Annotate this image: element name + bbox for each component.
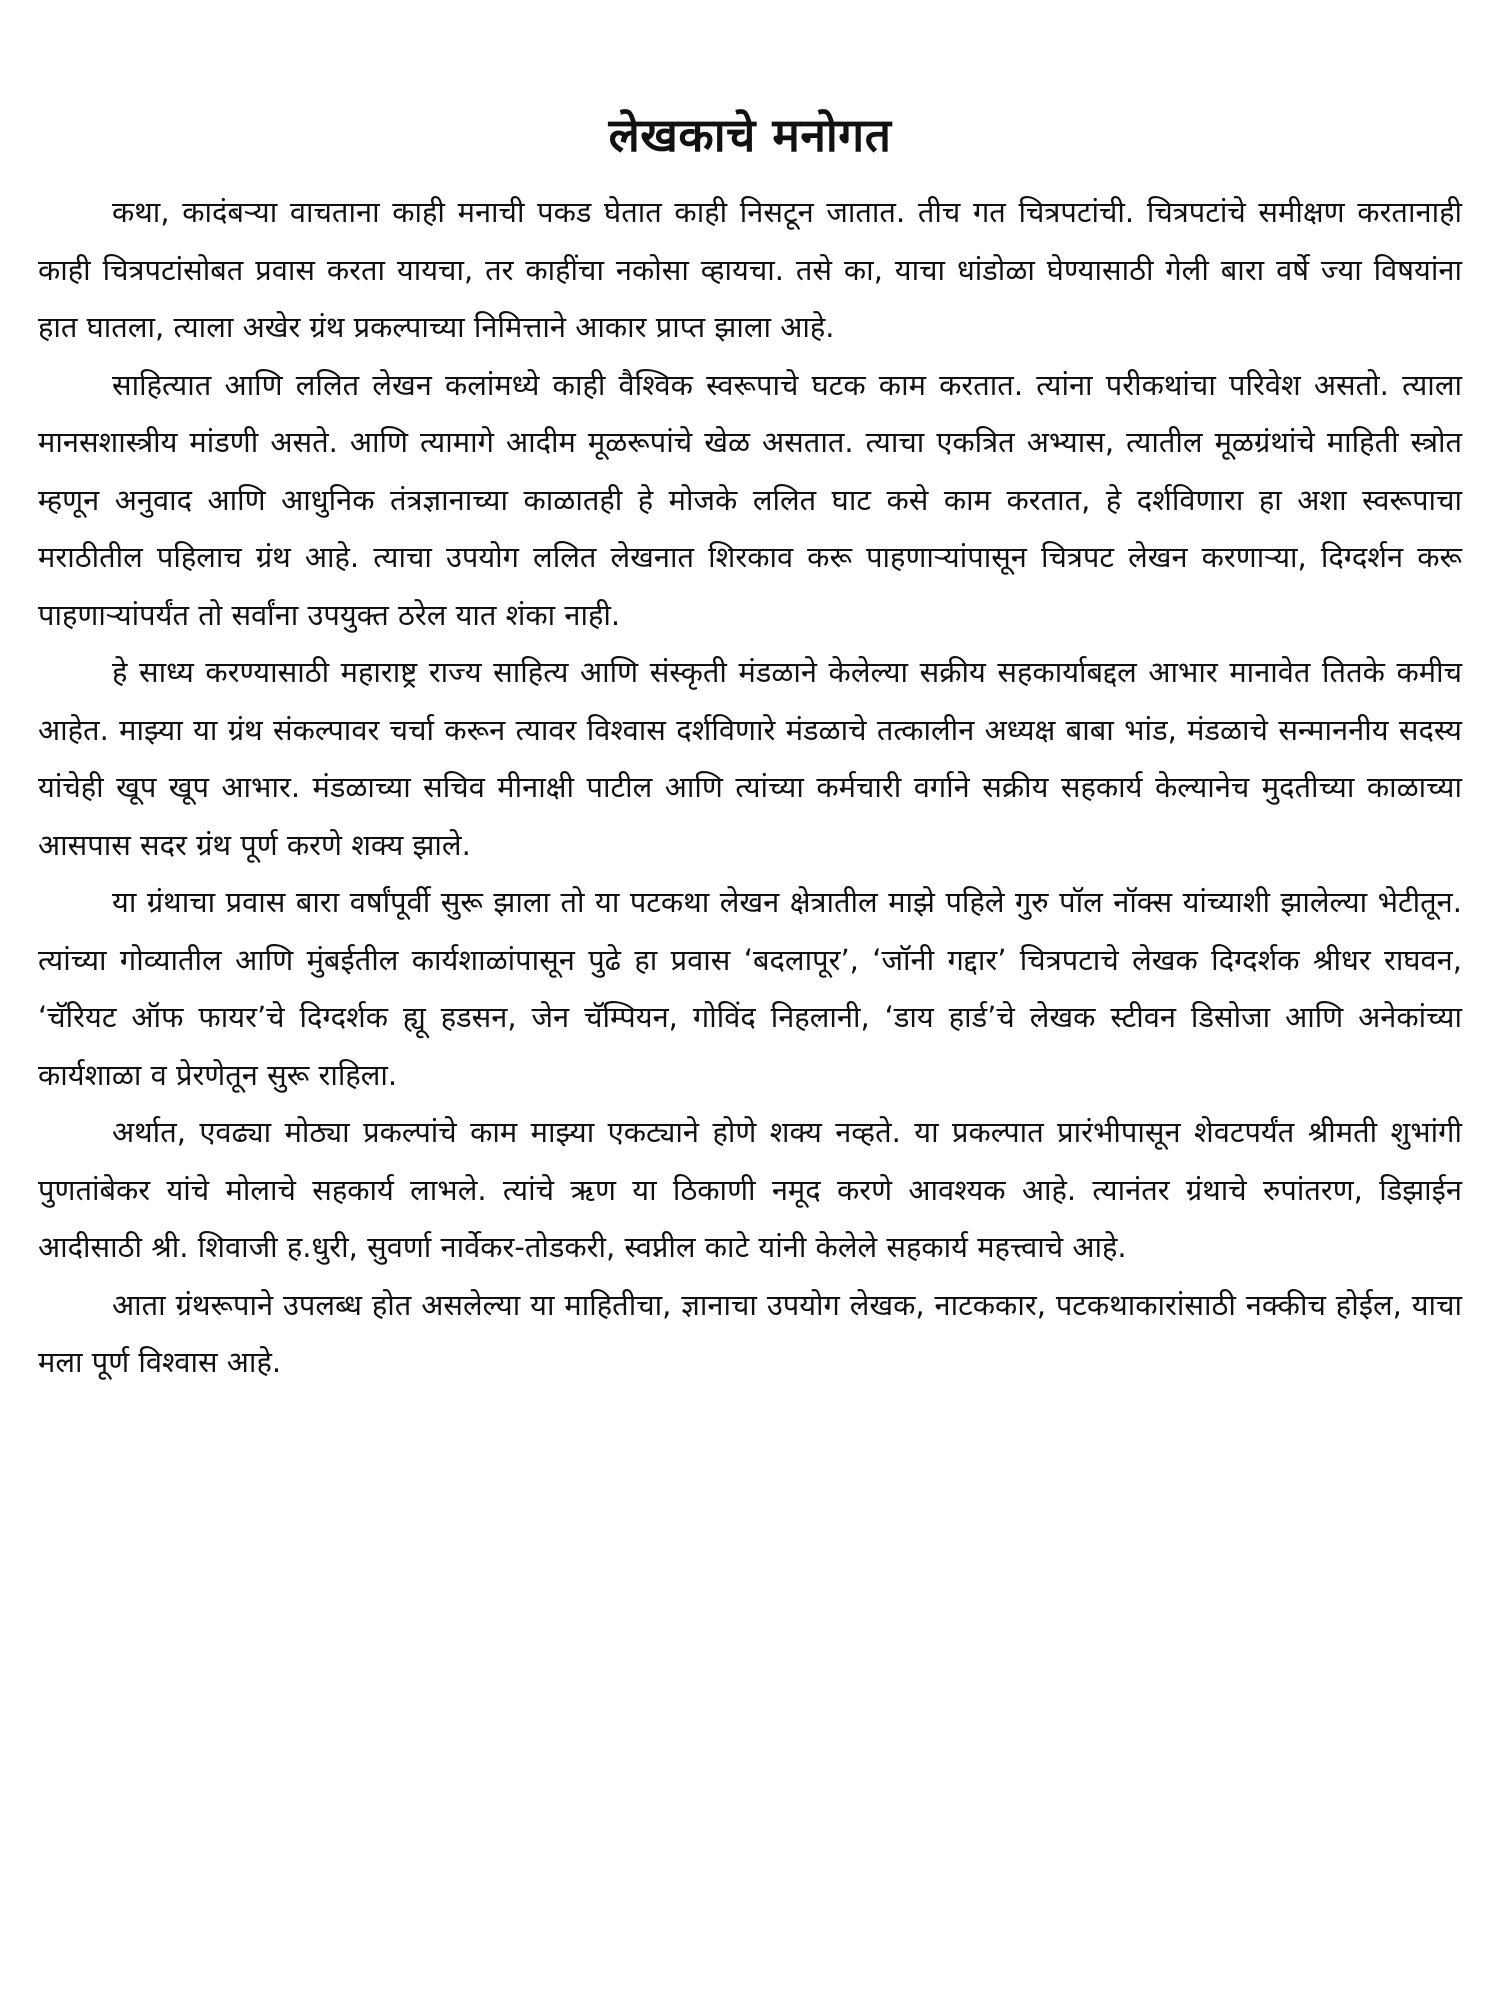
paragraph-1: कथा, कादंबऱ्या वाचताना काही मनाची पकड घेतात काही निसटून जातात. तीच गत चित्रपटांची. चित्रपटांचे समीक्षण करतानाही काही चित्रपटांसोबत प्रवास करता यायचा, तर काहींचा नकोसा व्हायचा. तसे का, याचा धांडोळा घेण्यासाठी गेली बारा वर्षे ज्या विषयांना हात घातला, त्याला अखेर ग्रंथ प्रकल्पाच्या निमित्ताने आकार प्राप्त झाला आहे. — [38, 195, 1462, 344]
document-page — [38, 100, 1462, 1392]
paragraph-2: साहित्यात आणि ललित लेखन कलांमध्ये काही वैश्विक स्वरूपाचे घटक काम करतात. त्यांना परीकथांचा परिवेश असतो. त्याला मानसशास्त्रीय मांडणी असते. आणि त्यामागे आदीम मूळरूपांचे खेळ असतात. त्याचा एकत्रित अभ्यास, त्यातील मूळग्रंथांचे माहिती स्त्रोत म्हणून अनुवाद आणि आधुनिक तंत्रज्ञानाच्या काळातही हे मोजके ललित घाट कसे काम करतात, हे दर्शविणारा हा अशा स्वरूपाचा मराठीतील पहिलाच ग्रंथ आहे. त्याचा उपयोग ललित लेखनात शिरकाव करू पाहणाऱ्यांपासून चित्रपट लेखन करणाऱ्या, दिग्दर्शन करू पाहणाऱ्यांपर्यंत तो सर्वांना उपयुक्त ठरेल यात शंका नाही. — [38, 367, 1462, 632]
paragraph-6: आता ग्रंथरूपाने उपलब्ध होत असलेल्या या माहितीचा, ज्ञानाचा उपयोग लेखक, नाटककार, पटकथाकारांसाठी नक्कीच होईल, याचा मला पूर्ण विश्वास आहे. — [38, 1287, 1462, 1379]
paragraph-3: हे साध्य करण्यासाठी महाराष्ट्र राज्य साहित्य आणि संस्कृती मंडळाने केलेल्या सक्रीय सहकार्याबद्दल आभार मानावेत तितके कमीच आहेत. माझ्या या ग्रंथ संकल्पावर चर्चा करून त्यावर विश्वास दर्शविणारे मंडळाचे तत्कालीन अध्यक्ष बाबा भांड, मंडळाचे सन्माननीय सदस्य यांचेही खूप खूप आभार. मंडळाच्या सचिव मीनाक्षी पाटील आणि त्यांच्या कर्मचारी वर्गाने सक्रीय सहकार्य केल्यानेच मुदतीच्या काळाच्या आसपास सदर ग्रंथ पूर्ण करणे शक्य झाले. — [38, 655, 1462, 862]
page-title: लेखकाचे मनोगत — [608, 108, 892, 162]
paragraph-4: या ग्रंथाचा प्रवास बारा वर्षांपूर्वी सुरू झाला तो या पटकथा लेखन क्षेत्रातील माझे पहिले गुरु पॉल नॉक्स यांच्याशी झालेल्या भेटीतून. त्यांच्या गोव्यातील आणि मुंबईतील कार्यशाळांपासून पुढे हा प्रवास ‘बदलापूर’, ‘जॉनी गद्दार’ चित्रपटाचे लेखक दिग्दर्शक श्रीधर राघवन, ‘चॅरियट ऑफ फायर’चे दिग्दर्शक ह्यू हडसन, जेन चॅम्पियन, गोविंद निहलानी, ‘डाय हार्ड’चे लेखक स्टीवन डिसोजा आणि अनेकांच्या कार्यशाळा व प्रेरणेतून सुरू राहिला. — [38, 885, 1462, 1092]
paragraph-5: अर्थात, एवढ्या मोठ्या प्रकल्पांचे काम माझ्या एकट्याने होणे शक्य नव्हते. या प्रकल्पात प्रारंभीपासून शेवटपर्यंत श्रीमती शुभांगी पुणतांबेकर यांचे मोलाचे सहकार्य लाभले. त्यांचे ऋण या ठिकाणी नमूद करणे आवश्यक आहे. त्यानंतर ग्रंथाचे रुपांतरण, डिझाईन आदीसाठी श्री. शिवाजी ह.धुरी, सुवर्णा नार्वेकर-तोडकरी, स्वप्नील काटे यांनी केलेले सहकार्य महत्त्वाचे आहे. — [38, 1115, 1462, 1264]
